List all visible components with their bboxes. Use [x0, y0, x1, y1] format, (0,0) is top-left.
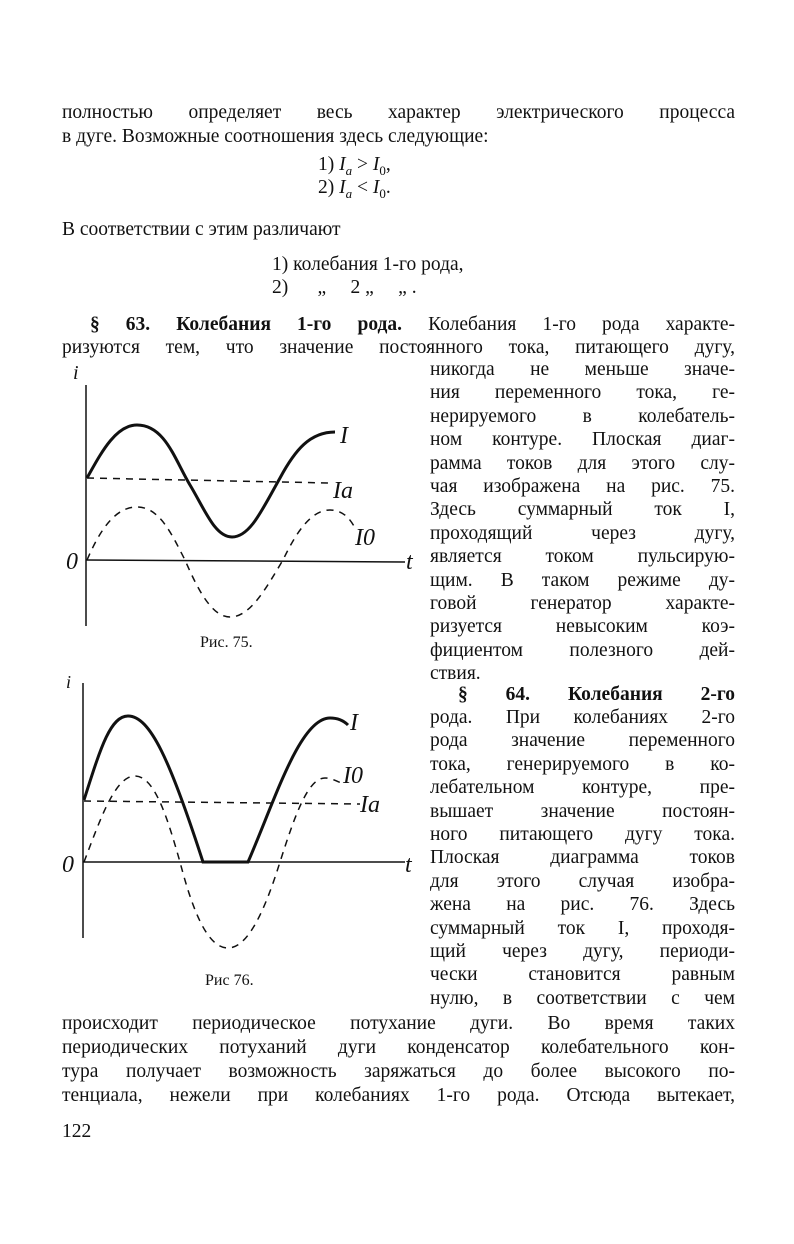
- fig76-origin: 0: [62, 852, 74, 878]
- text-line: лебательном контуре, пре-: [430, 777, 735, 799]
- text-line: ризуются тем, что значение постоянного тока, питающего дугу,: [62, 337, 735, 358]
- fig75-label-I0: I0: [355, 525, 375, 551]
- text-line: щий через дугу, периоди-: [430, 941, 735, 962]
- fig75-x-label: t: [406, 549, 413, 575]
- x-axis: [86, 560, 405, 562]
- text-line: суммарный ток I, проходя-: [430, 917, 735, 939]
- text-line: тура получает возможность заряжаться до более высокого по-: [62, 1061, 735, 1082]
- curve-Ia: [84, 801, 360, 804]
- text-line: чески становится равным: [430, 964, 735, 986]
- text-line: полностью определяет весь характер электрического процесса: [62, 102, 735, 123]
- text-line: ном контуре. Плоская диаг-: [430, 429, 735, 451]
- text-line: чая изображена на рис. 75.: [430, 476, 735, 497]
- text-line: происходит периодическое потухание дуги. Во время таких: [62, 1013, 735, 1034]
- section-63-first-line: § 63. Колебания 1-го рода. Колебания 1-го рода характе-: [90, 314, 736, 335]
- fig75-y-label: i: [73, 362, 79, 384]
- curve-I: [84, 716, 348, 862]
- kind-2: 2) „ 2 „ „ .: [272, 277, 417, 298]
- text-line: ния переменного тока, ге-: [430, 382, 735, 404]
- text-line: рода. При колебаниях 2-го: [430, 707, 735, 728]
- figure-75: [86, 385, 405, 626]
- fig75-caption: Рис. 75.: [200, 634, 253, 651]
- text-line: щим. В таком режиме ду-: [430, 569, 735, 591]
- fig76-x-label: t: [405, 852, 412, 878]
- fig76-label-I: I: [350, 710, 358, 736]
- text-line: рамма токов для этого слу-: [430, 452, 735, 474]
- kind-1: 1) колебания 1-го рода,: [272, 254, 464, 275]
- text-line: вышает значение постоян-: [430, 800, 735, 822]
- text-line: ризуется невысоким коэ-: [430, 616, 735, 638]
- text-line: является током пульсирую-: [430, 546, 735, 568]
- text-line: жена на рис. 76. Здесь: [430, 894, 735, 916]
- text-line: нулю, в соответствии с чем: [430, 987, 735, 1009]
- text-line: ствия.: [430, 663, 481, 685]
- fig76-y-label: i: [66, 672, 72, 692]
- curve-I: [87, 425, 335, 537]
- fig75-label-Ia: Ia: [333, 478, 353, 504]
- text-line: тока, генерируемого в ко-: [430, 753, 735, 775]
- text-line: периодических потуханий дуги конденсатор колебательного кон-: [62, 1037, 735, 1058]
- text-line: В соответствии с этим различают: [62, 219, 341, 240]
- text-line: для этого случая изобра-: [430, 870, 735, 892]
- fig76-label-I0: I0: [343, 763, 363, 789]
- section-64-heading: § 64. Колебания 2-го: [458, 684, 735, 705]
- fig76-caption: Рис 76.: [205, 972, 254, 989]
- text-line: нерируемого в колебатель-: [430, 405, 735, 427]
- relation-2: 2) $I_a < I_0$.: [318, 177, 391, 201]
- section-63-heading: § 63. Колебания 1-го рода.: [90, 314, 402, 335]
- text-line: Здесь суммарный ток I,: [430, 499, 735, 521]
- text-line: в дуге. Возможные соотношения здесь следующие:: [62, 126, 489, 147]
- relation-1: 1) $I_a > I_0$,: [318, 154, 391, 178]
- text-line: ного питающего дугу тока.: [430, 824, 735, 845]
- curve-Ia: [87, 478, 330, 483]
- text-line: проходящий через дугу,: [430, 522, 735, 544]
- text-line: говой генератор характе-: [430, 593, 735, 614]
- text-line: тенциала, нежели при колебаниях 1-го рода. Отсюда вытекает,: [62, 1085, 735, 1106]
- fig76-label-Ia: Ia: [360, 792, 380, 818]
- page-number: 122: [62, 1121, 92, 1142]
- text-line: Плоская диаграмма токов: [430, 847, 735, 869]
- fig75-label-I: I: [340, 423, 348, 449]
- text-line: никогда не меньше значе-: [430, 359, 735, 380]
- text-line: фициентом полезного дей-: [430, 639, 735, 661]
- text-line: рода значение переменного: [430, 730, 735, 752]
- fig75-origin: 0: [66, 549, 78, 575]
